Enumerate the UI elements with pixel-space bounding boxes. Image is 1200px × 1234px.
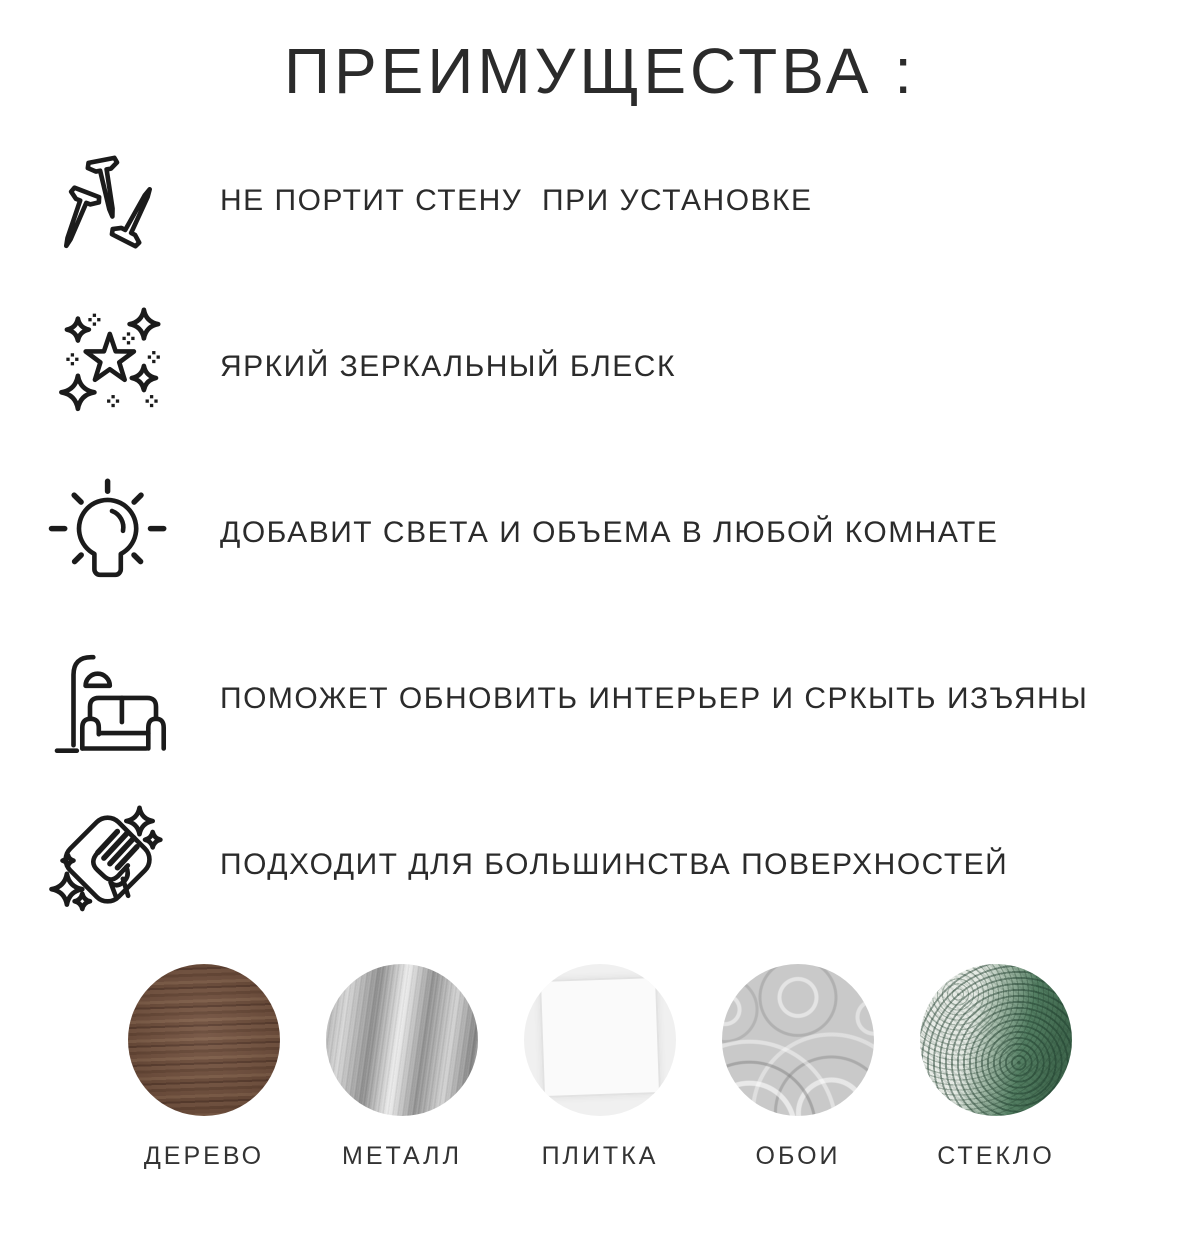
advantage-text: ДОБАВИТ СВЕТА И ОБЪЕМА В ЛЮБОЙ КОМНАТЕ (220, 516, 999, 549)
materials-row (0, 964, 1200, 1171)
advantage-row-surfaces (46, 782, 1200, 948)
material-label: ПЛИТКА (541, 1142, 659, 1170)
material-label: СТЕКЛО (937, 1142, 1055, 1170)
metal-swatch (326, 964, 478, 1116)
sofa-lamp-icon (46, 633, 178, 765)
advantage-text: НЕ ПОРТИТ СТЕНУ ПРИ УСТАНОВКЕ (220, 184, 813, 217)
material-wallpaper (722, 964, 874, 1171)
advantage-row-shine (46, 284, 1200, 450)
glass-swatch (920, 964, 1072, 1116)
advantage-text: ПОМОЖЕТ ОБНОВИТЬ ИНТЕРЬЕР И СРКЫТЬ ИЗЪЯНЫ (220, 682, 1089, 715)
material-label: ОБОИ (755, 1142, 841, 1170)
material-tile (524, 964, 676, 1171)
wallpaper-swatch (722, 964, 874, 1116)
material-label: ДЕРЕВО (143, 1142, 265, 1170)
page-title: ПРЕИМУЩЕСТВА : (283, 35, 917, 107)
material-wood (128, 964, 280, 1171)
advantage-row-light (46, 450, 1200, 616)
advantage-text: ЯРКИЙ ЗЕРКАЛЬНЫЙ БЛЕСК (220, 350, 676, 383)
advantage-text: ПОДХОДИТ ДЛЯ БОЛЬШИНСТВА ПОВЕРХНОСТЕЙ (220, 848, 1009, 881)
advantage-row-interior (46, 616, 1200, 782)
nails-icon (46, 135, 178, 267)
wood-swatch (128, 964, 280, 1116)
material-label: МЕТАЛЛ (342, 1142, 462, 1170)
sparkle-star-icon (46, 301, 178, 433)
material-metal (326, 964, 478, 1171)
advantages-infographic (0, 34, 1200, 1234)
advantages-list (46, 118, 1200, 948)
advantage-row-installation (46, 118, 1200, 284)
wiping-hand-icon (46, 799, 178, 931)
tile-swatch (524, 964, 676, 1116)
material-glass (920, 964, 1072, 1171)
light-bulb-icon (46, 467, 178, 599)
